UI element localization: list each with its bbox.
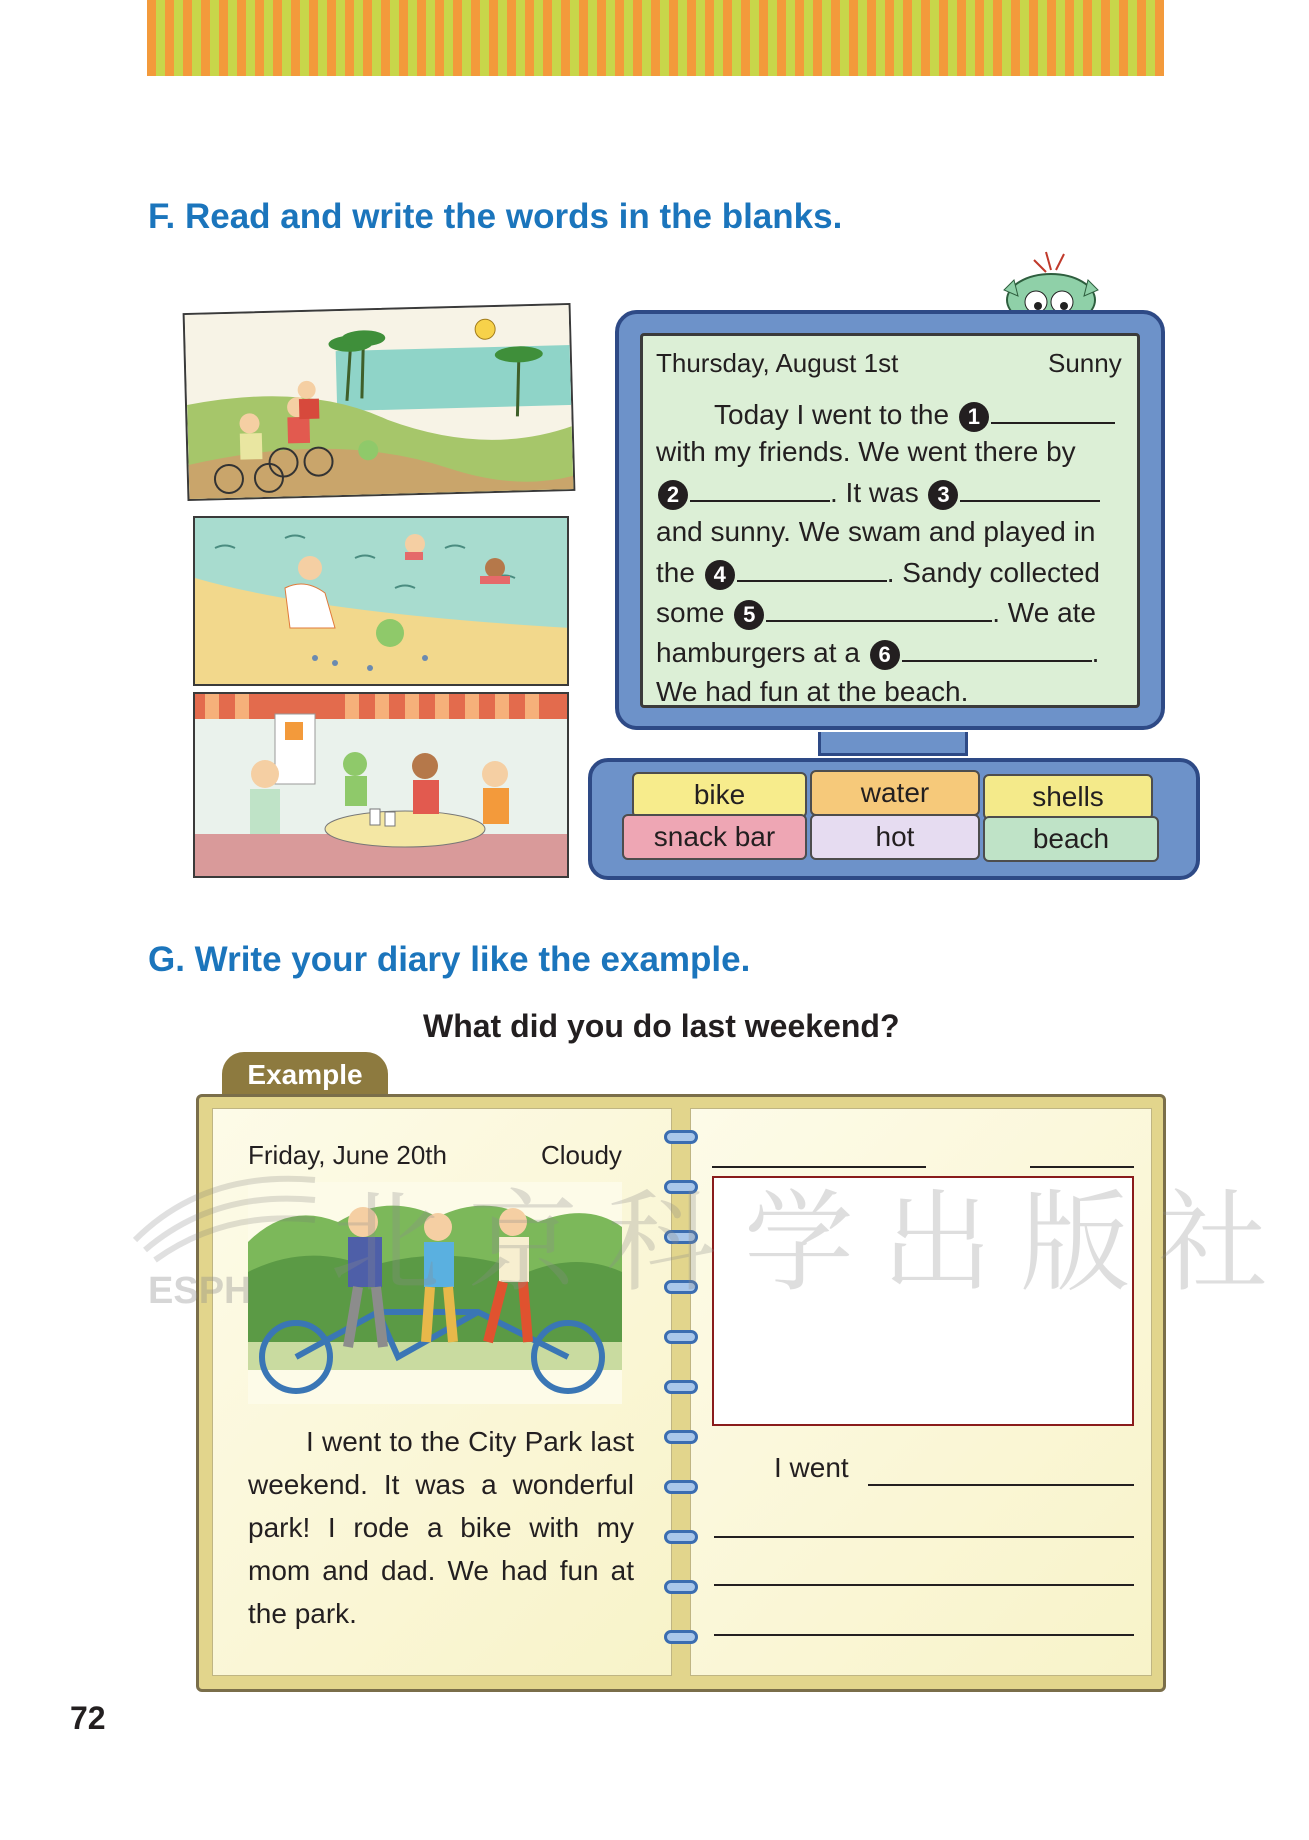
diary-line-6: [656, 596, 1126, 630]
diary-line-text: some: [656, 597, 725, 628]
blank-number-4: 4: [705, 560, 735, 590]
diary-line-4: [656, 516, 1126, 548]
diary-line-text: . It was: [830, 477, 919, 508]
diary-line-text: . We ate: [992, 597, 1097, 628]
write-line[interactable]: [868, 1484, 1134, 1486]
word-key-label: bike: [693, 779, 746, 810]
blank-3[interactable]: [960, 476, 1100, 502]
page-number: 72: [70, 1700, 106, 1736]
example-date: Friday, June 20th: [248, 1140, 447, 1170]
word-key-water[interactable]: [810, 770, 980, 816]
blank-number-2: 2: [658, 480, 688, 510]
word-key-hot[interactable]: [810, 814, 980, 860]
word-key-beach[interactable]: [983, 816, 1159, 862]
word-key-label: water: [860, 777, 930, 808]
word-key-label: snack bar: [653, 821, 776, 852]
diary-line-7: [656, 636, 1126, 670]
comic-panel-beach-swim: [193, 516, 569, 686]
example-tab: Example: [222, 1052, 388, 1098]
example-weather: Cloudy: [541, 1140, 622, 1170]
diary-line-text: .: [1091, 637, 1100, 668]
top-stripe-banner: [147, 0, 1164, 76]
spiral-ring: [664, 1580, 698, 1594]
diary-line-text: with my friends. We went there by: [656, 436, 1076, 467]
diary-line-8: [656, 676, 1126, 708]
word-key-shells[interactable]: [983, 774, 1153, 820]
section-g-title: G. Write your diary like the example.: [148, 940, 751, 979]
blank-number-6: 6: [870, 640, 900, 670]
blank-4[interactable]: [737, 556, 887, 582]
sentence-starter: I went: [774, 1452, 849, 1483]
section-f-title: F. Read and write the words in the blanks.: [148, 197, 843, 236]
diary-line-text: the: [656, 557, 695, 588]
word-key-label: shells: [1032, 781, 1104, 812]
diary-date: Thursday, August 1st: [656, 348, 899, 378]
spiral-ring: [664, 1630, 698, 1644]
diary-line-text: and sunny. We swam and played in: [656, 516, 1096, 547]
word-key-snack-bar[interactable]: [622, 814, 807, 860]
diary-line-1: [656, 398, 1126, 432]
diary-line-text: Today I went to the: [714, 399, 950, 430]
spiral-ring: [664, 1130, 698, 1144]
blank-number-5: 5: [734, 600, 764, 630]
blank-number-1: 1: [959, 402, 989, 432]
diary-line-5: [656, 556, 1126, 590]
comic-panel-bike-ride: [183, 303, 576, 501]
monitor-stand: [818, 732, 968, 756]
spiral-ring: [664, 1430, 698, 1444]
example-paragraph-text: I went to the City Park last weekend. It was a wonderful park! I rode a bike with my mom and dad. We had fun at the park.: [248, 1426, 634, 1629]
write-line[interactable]: [714, 1584, 1134, 1586]
diary-line-text: . Sandy collected: [886, 557, 1100, 588]
question-heading: What did you do last weekend?: [423, 1008, 900, 1044]
blank-1[interactable]: [991, 398, 1115, 424]
write-line[interactable]: [714, 1634, 1134, 1636]
write-line[interactable]: [714, 1536, 1134, 1538]
spiral-ring: [664, 1530, 698, 1544]
spiral-ring: [664, 1330, 698, 1344]
word-key-bike[interactable]: [632, 772, 807, 818]
blank-6[interactable]: [902, 636, 1092, 662]
blank-5[interactable]: [766, 596, 992, 622]
diary-line-3: [656, 476, 1126, 510]
blank-number-3: 3: [928, 480, 958, 510]
publisher-watermark: 北京科学出版社: [330, 1179, 1296, 1307]
example-paragraph: [248, 1420, 634, 1635]
spiral-ring: [664, 1380, 698, 1394]
diary-line-2: [656, 436, 1126, 468]
diary-line-text: We had fun at the beach.: [656, 676, 969, 707]
word-key-label: beach: [1032, 823, 1110, 854]
spiral-ring: [664, 1480, 698, 1494]
diary-weather: Sunny: [1048, 348, 1122, 378]
comic-panel-snack-bar: [193, 692, 569, 878]
publisher-watermark-logo-text: ESPH: [148, 1270, 252, 1312]
blank-2[interactable]: [690, 476, 830, 502]
word-key-label: hot: [875, 821, 915, 852]
diary-line-text: hamburgers at a: [656, 637, 860, 668]
